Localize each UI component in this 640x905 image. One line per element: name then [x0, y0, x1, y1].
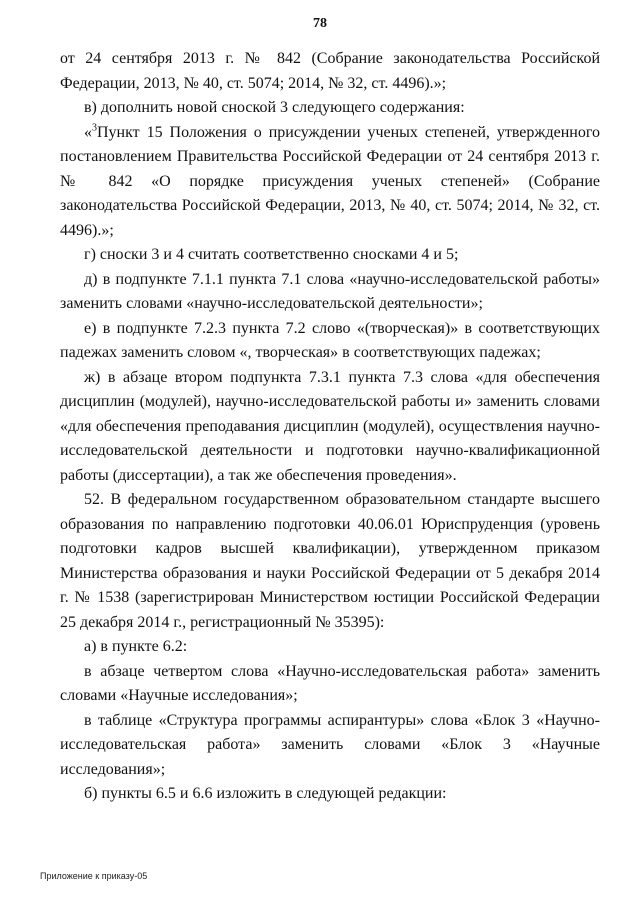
page-footer: Приложение к приказу-05 [40, 871, 148, 881]
paragraph-7: ж) в абзаце втором подпункта 7.3.1 пункта 7.3 слова «для обеспечения дисциплин (модулей), научно-исследовательской работы и» заменить словами «для обеспечения преподавания дисциплин (модулей), осуществления научно-исследовательской деятельности и подготовки научно-квалификационной работы (диссертации), а так же обеспечения проведения». [60, 368, 600, 484]
footnote-marker: 3 [92, 122, 97, 134]
page-number: 78 [313, 16, 327, 31]
paragraph-1: от 24 сентября 2013 г. № 842 (Собрание законодательства Российской Федерации, 2013, № 40, ст. 5074; 2014, № 32, ст. 4496).»; [60, 50, 600, 92]
paragraph-12: б) пункты 6.5 и 6.6 изложить в следующей редакции: [84, 785, 447, 802]
paragraph-10: в абзаце четвертом слова «Научно-исследовательская работа» заменить словами «Научные исследования»; [60, 662, 600, 704]
paragraph-9: а) в пункте 6.2: [84, 638, 188, 655]
document-body [60, 47, 600, 807]
paragraph-6: е) в подпункте 7.2.3 пункта 7.2 слово «(творческая)» в соответствующих падежах заменить словом «, творческая» в соответствующих падежах; [60, 319, 600, 361]
paragraph-4: г) сноски 3 и 4 считать соответственно сносками 4 и 5; [84, 246, 459, 263]
paragraph-8: 52. В федеральном государственном образовательном стандарте высшего образования по направлению подготовки 40.06.01 Юриспруденция (уровень подготовки кадров высшей квалификации), утвержденном приказом Министерства образования и науки Российской Федерации от 5 декабря 2014 г. № 1538 (зарегистрирован Министерством юстиции Российской Федерации 25 декабря 2014 г., регистрационный № 35395): [60, 491, 600, 631]
paragraph-5: д) в подпункте 7.1.1 пункта 7.1 слова «научно-исследовательской работы» заменить словами «научно-исследовательской деятельности»; [60, 270, 600, 312]
paragraph-11: в таблице «Структура программы аспирантуры» слова «Блок 3 «Научно-исследовательская работа» заменить словами «Блок 3 «Научные исследования»; [60, 711, 600, 778]
paragraph-3-footnote: «$^3$Пункт 15 Положения о присуждении ученых степеней, утвержденного постановлением Правительства Российской Федерации от 24 сентября 2013 г. № 842 «О порядке присуждения ученых степеней» (Собрание законодательства Российской Федерации, 2013, № 40, ст. 5074; 2014, № 32, ст. 4496).»; [60, 122, 600, 239]
paragraph-2: в) дополнить новой сноской 3 следующего содержания: [84, 99, 465, 116]
